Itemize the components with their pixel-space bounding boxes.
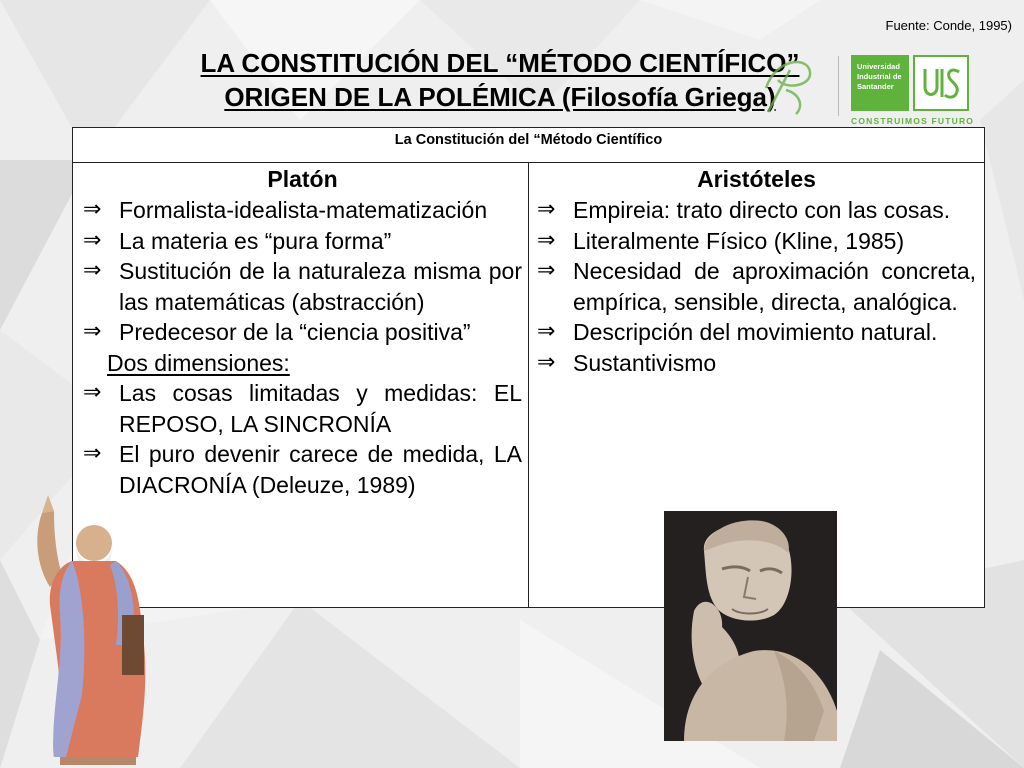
- decorative-swirl-icon: [756, 50, 816, 120]
- plato-item-text: Sustitución de la naturaleza misma por las matemáticas (abstracción): [119, 258, 522, 315]
- aristotle-item-text: Necesidad de aproximación concreta, empírica, sensible, directa, analógica.: [573, 258, 976, 315]
- university-tagline: CONSTRUIMOS FUTURO: [851, 116, 975, 126]
- implies-arrow-icon: ⇒: [83, 197, 102, 222]
- title-line-2: ORIGEN DE LA POLÉMICA (Filosofía Griega): [224, 82, 776, 112]
- aristotle-item: [537, 195, 976, 226]
- plato-item: [83, 317, 522, 348]
- implies-arrow-icon: ⇒: [83, 380, 102, 405]
- aristotle-item: [537, 348, 976, 379]
- plato-item-text: Predecesor de la “ciencia positiva”: [119, 319, 471, 345]
- university-name-line-1: Universidad: [857, 62, 900, 71]
- plato-item-text: El puro devenir carece de medida, LA DIACRONÍA (Deleuze, 1989): [119, 441, 522, 498]
- aristotle-item-text: Empireia: trato directo con las cosas.: [573, 197, 951, 223]
- implies-arrow-icon: ⇒: [83, 258, 102, 283]
- university-name-line-2: Industrial de: [857, 72, 902, 81]
- aristotle-item: [537, 226, 976, 257]
- plato-item: [83, 256, 522, 317]
- implies-arrow-icon: ⇒: [537, 197, 556, 222]
- implies-arrow-icon: ⇒: [537, 227, 556, 253]
- plato-item: [83, 195, 522, 226]
- aristotle-item: [537, 256, 976, 317]
- aristotle-item-text: Descripción del movimiento natural.: [573, 319, 938, 345]
- source-note: Fuente: Conde, 1995): [885, 18, 1012, 33]
- plato-item: [83, 439, 522, 500]
- aristotle-item-text: Sustantivismo: [573, 349, 717, 376]
- implies-arrow-icon: ⇒: [537, 349, 556, 375]
- aristotle-bust-image: [664, 511, 837, 741]
- page-title: [150, 46, 850, 114]
- university-name-line-3: Santander: [857, 82, 894, 91]
- plato-item: [83, 378, 522, 439]
- implies-arrow-icon: ⇒: [83, 227, 102, 253]
- comparison-table: [72, 127, 985, 608]
- plato-item-text: Las cosas limitadas y medidas: EL REPOSO, LA SINCRONÍA: [119, 380, 522, 437]
- plato-item: [83, 226, 522, 257]
- implies-arrow-icon: ⇒: [537, 319, 556, 344]
- title-line-1: LA CONSTITUCIÓN DEL “MÉTODO CIENTÍFICO”: [200, 48, 800, 78]
- university-logo: [845, 50, 975, 130]
- plato-heading: Platón: [267, 166, 338, 192]
- plato-item-text: La materia es “pura forma”: [119, 227, 392, 254]
- implies-arrow-icon: ⇒: [83, 319, 102, 344]
- aristotle-item: [537, 317, 976, 348]
- plato-subheading: Dos dimensiones:: [107, 349, 290, 376]
- table-header: La Constitución del “Método Científico: [73, 128, 984, 163]
- aristotle-heading: Aristóteles: [697, 166, 816, 192]
- aristotle-item-text: Literalmente Físico (Kline, 1985): [573, 227, 905, 254]
- logo-divider: [838, 56, 839, 116]
- implies-arrow-icon: ⇒: [83, 441, 102, 466]
- plato-item-text: Formalista-idealista-matematización: [119, 197, 488, 223]
- plato-figure-image: [20, 495, 172, 765]
- implies-arrow-icon: ⇒: [537, 258, 556, 283]
